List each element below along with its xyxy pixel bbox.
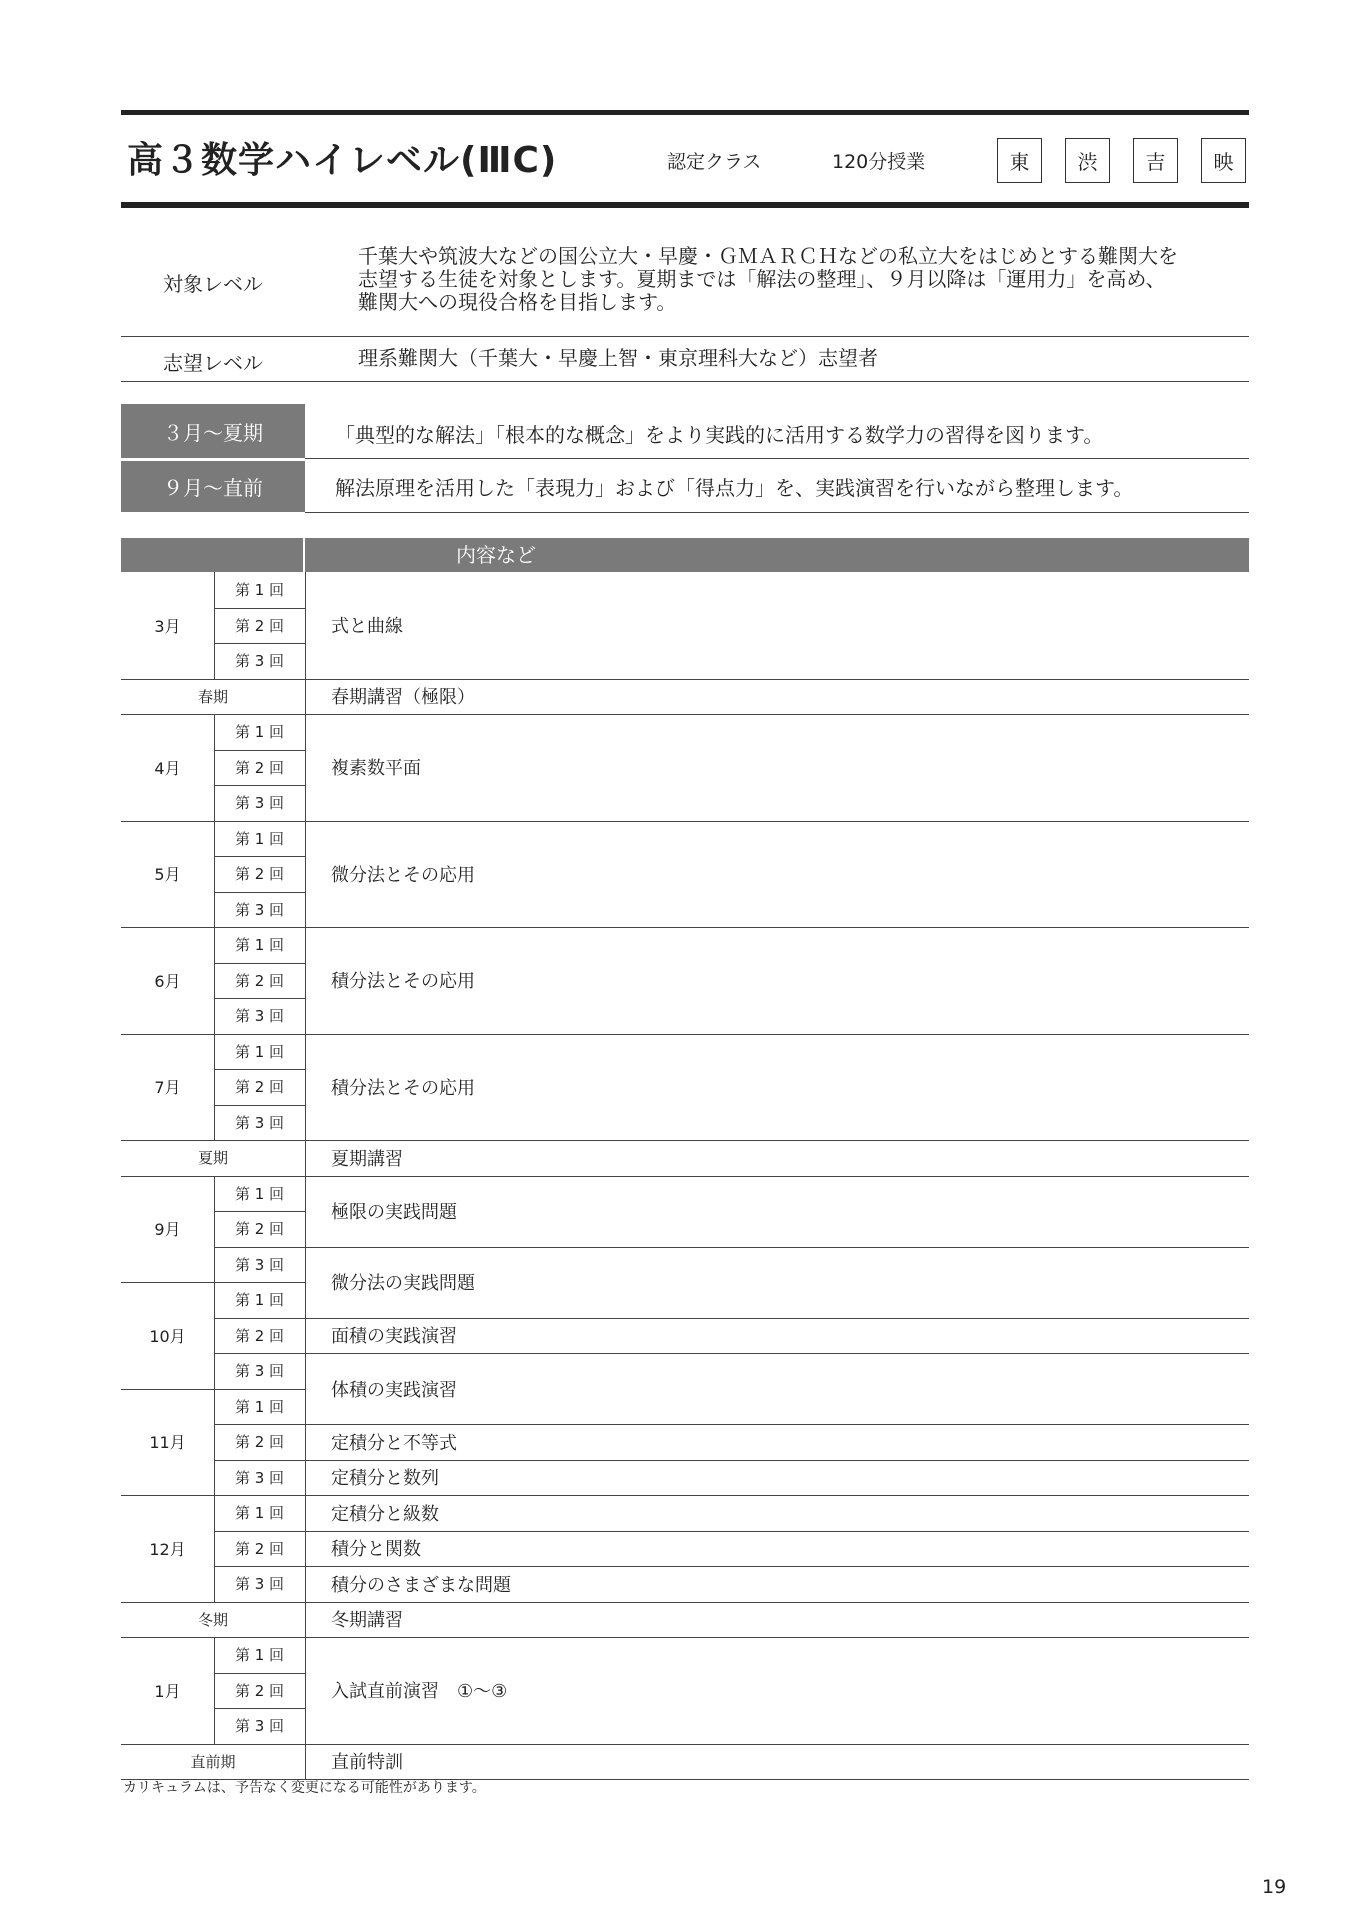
divider bbox=[305, 512, 1249, 513]
table-header-blank bbox=[121, 538, 303, 572]
session-label: 第 3 回 bbox=[234, 1575, 285, 1594]
content-cell: 体積の実践演習 bbox=[331, 1379, 457, 1401]
column-divider bbox=[214, 927, 215, 1034]
session-divider bbox=[214, 1708, 305, 1709]
content-cell: 定積分と級数 bbox=[331, 1503, 439, 1525]
divider bbox=[305, 458, 1249, 459]
duration: 120分授業 bbox=[832, 151, 926, 173]
month-label: 10月 bbox=[149, 1326, 186, 1346]
session-label: 第 3 回 bbox=[234, 794, 285, 813]
session-label: 第 3 回 bbox=[234, 652, 285, 671]
column-divider bbox=[214, 1282, 215, 1389]
column-divider bbox=[214, 821, 215, 928]
session-label: 第 1 回 bbox=[234, 1184, 285, 1203]
session-label: 第 2 回 bbox=[234, 1433, 285, 1452]
content-cell: 式と曲線 bbox=[331, 616, 403, 638]
content-cell: 複素数平面 bbox=[331, 758, 421, 780]
aim-level-label: 志望レベル bbox=[163, 351, 263, 375]
table-header bbox=[305, 538, 1249, 572]
session-label: 第 2 回 bbox=[234, 616, 285, 635]
month-label: 12月 bbox=[149, 1539, 186, 1559]
session-label: 第 1 回 bbox=[234, 1646, 285, 1665]
session-label: 第 1 回 bbox=[234, 1291, 285, 1310]
page-number: 19 bbox=[1262, 1876, 1287, 1898]
session-divider bbox=[214, 785, 305, 786]
content-cell: 微分法の実践問題 bbox=[331, 1273, 475, 1294]
season-label: 夏期 bbox=[197, 1149, 228, 1168]
column-divider bbox=[214, 1176, 215, 1283]
session-label: 第 2 回 bbox=[234, 1681, 285, 1700]
row-divider bbox=[305, 1140, 1249, 1141]
period-text: 「典型的な解法」「根本的な概念」をより実践的に活用する数学力の習得を図ります。 bbox=[335, 423, 1104, 447]
session-divider bbox=[214, 998, 305, 999]
session-label: 第 2 回 bbox=[234, 1539, 285, 1558]
column-divider bbox=[214, 572, 215, 679]
session-divider bbox=[214, 1673, 305, 1674]
session-divider bbox=[214, 1424, 305, 1425]
season-label: 冬期 bbox=[197, 1610, 228, 1629]
row-divider bbox=[305, 1744, 1249, 1745]
content-cell: 定積分と数列 bbox=[331, 1468, 439, 1490]
content-cell: 積分法とその応用 bbox=[331, 971, 475, 993]
session-label: 第 3 回 bbox=[234, 1007, 285, 1026]
month-label: 5月 bbox=[154, 865, 181, 885]
curriculum-note: カリキュラムは、予告なく変更になる可能性があります。 bbox=[123, 1780, 486, 1796]
session-divider bbox=[214, 750, 305, 751]
column-divider bbox=[214, 1389, 215, 1496]
campus-badge: 映 bbox=[1201, 138, 1246, 183]
column-divider bbox=[214, 1495, 215, 1602]
content-cell: 微分法とその応用 bbox=[331, 864, 475, 886]
session-divider bbox=[214, 1211, 305, 1212]
campus-badge: 渋 bbox=[1065, 138, 1110, 183]
content-cell: 冬期講習 bbox=[331, 1610, 403, 1632]
session-divider bbox=[214, 608, 305, 609]
target-level-text: 千葉大や筑波大などの国公立大・早慶・ＧＭＡＲＣＨなどの私立大をはじめとする難関大を 志望する生徒を対象とします。夏期までは「解法の整理」、９月以降は「運用力」を高め、 難関大への現役合格を目指します。 bbox=[358, 244, 1178, 314]
session-label: 第 1 回 bbox=[234, 829, 285, 848]
month-label: 3月 bbox=[154, 616, 181, 636]
row-divider bbox=[305, 1531, 1249, 1532]
session-label: 第 1 回 bbox=[234, 1504, 285, 1523]
content-cell: 極限の実践問題 bbox=[331, 1202, 457, 1223]
session-divider bbox=[214, 963, 305, 964]
session-divider bbox=[214, 1318, 305, 1319]
divider bbox=[121, 336, 1249, 337]
row-divider bbox=[305, 1495, 1249, 1496]
session-label: 第 3 回 bbox=[234, 900, 285, 919]
month-label: 9月 bbox=[154, 1220, 181, 1240]
session-label: 第 3 回 bbox=[234, 1113, 285, 1132]
session-divider bbox=[214, 856, 305, 857]
row-divider bbox=[305, 714, 1249, 715]
row-divider bbox=[305, 1460, 1249, 1461]
season-label: 春期 bbox=[197, 687, 228, 706]
month-label: 4月 bbox=[154, 758, 181, 778]
content-cell: 積分法とその応用 bbox=[331, 1077, 475, 1099]
campus-badge: 東 bbox=[997, 138, 1042, 183]
header-bottom-rule bbox=[121, 202, 1249, 208]
divider bbox=[121, 381, 1249, 382]
session-label: 第 3 回 bbox=[234, 1255, 285, 1274]
season-label: 直前期 bbox=[190, 1752, 236, 1771]
session-label: 第 1 回 bbox=[234, 1397, 285, 1416]
content-cell: 定積分と不等式 bbox=[331, 1432, 457, 1454]
session-divider bbox=[214, 1460, 305, 1461]
session-divider bbox=[214, 1247, 305, 1248]
table-header-label: 内容など bbox=[456, 543, 536, 567]
session-divider bbox=[214, 1531, 305, 1532]
class-type: 認定クラス bbox=[667, 151, 762, 173]
session-label: 第 1 回 bbox=[234, 723, 285, 742]
content-cell: 直前特訓 bbox=[331, 1752, 403, 1774]
session-divider bbox=[214, 1105, 305, 1106]
session-label: 第 3 回 bbox=[234, 1717, 285, 1736]
campus-badge: 吉 bbox=[1133, 138, 1178, 183]
month-label: 1月 bbox=[154, 1681, 181, 1701]
month-label: 7月 bbox=[154, 1078, 181, 1098]
column-divider bbox=[214, 1034, 215, 1141]
session-label: 第 2 回 bbox=[234, 865, 285, 884]
column-divider bbox=[214, 714, 215, 821]
session-label: 第 1 回 bbox=[234, 936, 285, 955]
period-label: ３月～夏期 bbox=[121, 404, 305, 458]
row-divider bbox=[305, 1602, 1249, 1603]
month-label: 11月 bbox=[149, 1433, 186, 1453]
content-cell: 春期講習（極限） bbox=[331, 687, 475, 709]
session-label: 第 2 回 bbox=[234, 758, 285, 777]
session-label: 第 2 回 bbox=[234, 1326, 285, 1345]
period-label: ９月～直前 bbox=[121, 461, 305, 512]
session-divider bbox=[214, 1566, 305, 1567]
period-text: 解法原理を活用した「表現力」および「得点力」を、実践演習を行いながら整理します。 bbox=[335, 476, 1134, 500]
session-label: 第 3 回 bbox=[234, 1468, 285, 1487]
month-label: 6月 bbox=[154, 971, 181, 991]
session-divider bbox=[214, 1069, 305, 1070]
aim-level-text: 理系難関大（千葉大・早慶上智・東京理科大など）志望者 bbox=[358, 346, 878, 370]
top-rule bbox=[121, 110, 1249, 115]
content-cell: 積分のさまざまな問題 bbox=[331, 1574, 511, 1596]
session-label: 第 1 回 bbox=[234, 1042, 285, 1061]
session-label: 第 2 回 bbox=[234, 1220, 285, 1239]
column-divider bbox=[214, 1637, 215, 1744]
content-cell: 面積の実践演習 bbox=[331, 1326, 457, 1348]
content-cell: 積分と関数 bbox=[331, 1539, 421, 1561]
target-level-label: 対象レベル bbox=[163, 272, 263, 296]
session-label: 第 2 回 bbox=[234, 1078, 285, 1097]
session-divider bbox=[214, 892, 305, 893]
content-cell: 夏期講習 bbox=[331, 1148, 403, 1170]
session-divider bbox=[214, 1353, 305, 1354]
session-label: 第 2 回 bbox=[234, 971, 285, 990]
page-title: 高３数学ハイレベル(ⅢC) bbox=[127, 140, 558, 181]
session-label: 第 3 回 bbox=[234, 1362, 285, 1381]
content-cell: 入試直前演習 ①～③ bbox=[331, 1681, 508, 1703]
session-divider bbox=[214, 643, 305, 644]
session-label: 第 1 回 bbox=[234, 581, 285, 600]
